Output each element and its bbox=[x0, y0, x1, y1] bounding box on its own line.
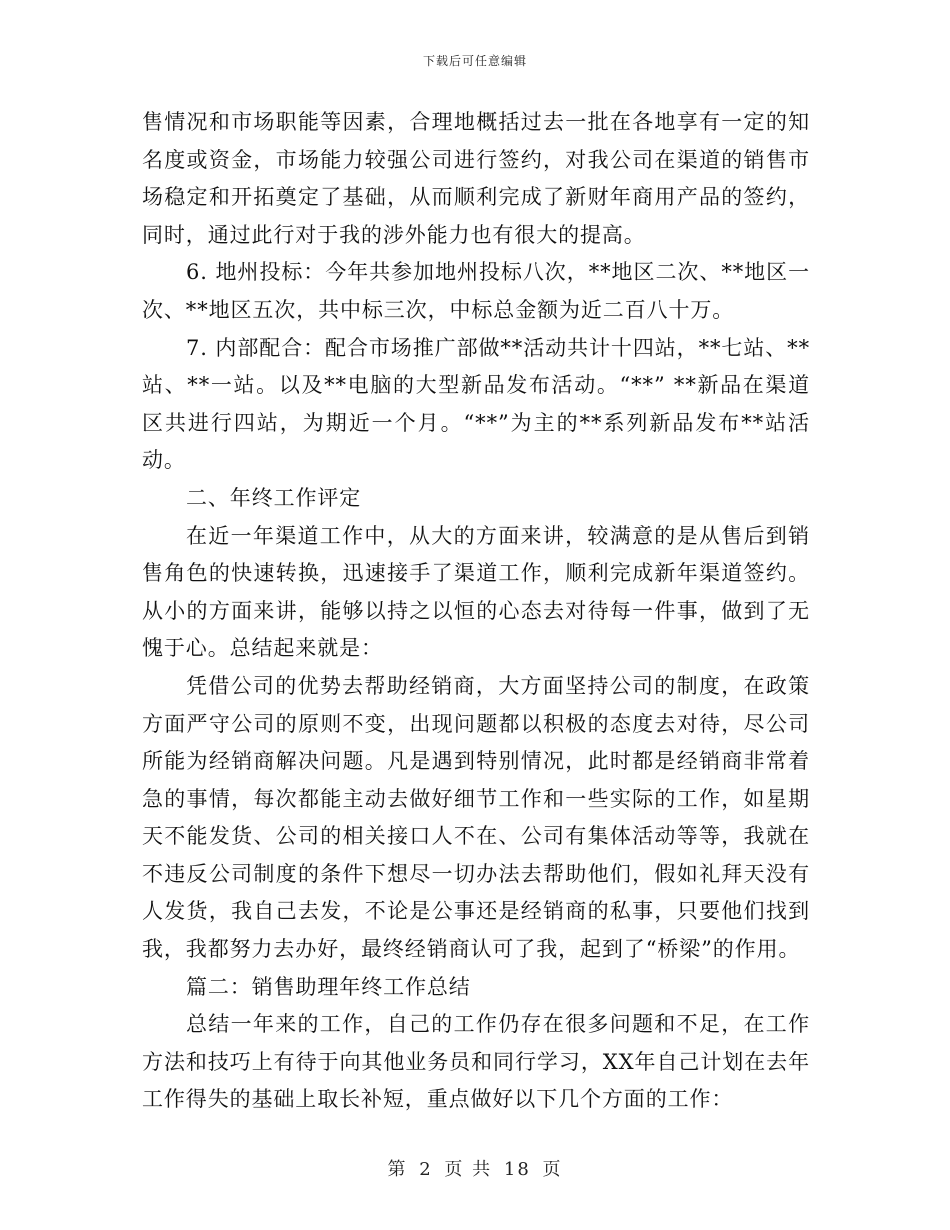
paragraph-6: 总结一年来的工作，自己的工作仍存在很多问题和不足，在工作方法和技巧上有待于向其他业务员和同行学习，XX年自己计划在去年工作得失的基础上取长补短，重点做好以下几个方面的工作： bbox=[142, 1012, 810, 1112]
paragraph-3: 7. 内部配合：配合市场推广部做**活动共计十四站，**七站、**站、**一站。以及**电脑的大型新品发布活动。“**” **新品在渠道区共进行四站，为期近一个月。“**”为主的**系列新品发布**站活动。 bbox=[142, 335, 810, 473]
section-heading-year-end-review: 二、年终工作评定 bbox=[186, 485, 362, 510]
document-body bbox=[142, 104, 810, 1119]
paragraph-5: 凭借公司的优势去帮助经销商，大方面坚持公司的制度，在政策方面严守公司的原则不变，出现问题都以积极的态度去对待，尽公司所能为经销商解决问题。凡是遇到特别情况，此时都是经销商非常着急的事情，每次都能主动去做好细节工作和一些实际的工作，如星期天不能发货、公司的相关接口人不在、公司有集体活动等等，我就在不违反公司制度的条件下想尽一切办法去帮助他们，假如礼拜天没有人发货，我自己去发，不论是公事还是经销商的私事，只要他们找到我，我都努力去办好，最终经销商认可了我，起到了“桥梁”的作用。 bbox=[142, 673, 810, 962]
header-note: 下载后可任意编辑 bbox=[422, 54, 527, 68]
page-suffix: 页 bbox=[542, 1159, 563, 1180]
page-number-footer bbox=[0, 1155, 950, 1181]
page-prefix: 第 bbox=[387, 1159, 408, 1180]
total-page-count: 18 bbox=[503, 1159, 531, 1180]
current-page-number: 2 bbox=[419, 1159, 433, 1180]
section-heading-part-two: 篇二：销售助理年终工作总结 bbox=[186, 974, 471, 999]
paragraph-2: 6. 地州投标：今年共参加地州投标八次，**地区二次、**地区一次、**地区五次，共中标三次，中标总金额为近二百八十万。 bbox=[142, 260, 810, 322]
paragraph-1: 售情况和市场职能等因素，合理地概括过去一批在各地享有一定的知名度或资金，市场能力较强公司进行签约，对我公司在渠道的销售市场稳定和开拓奠定了基础，从而顺利完成了新财年商用产品的签约，同时，通过此行对于我的涉外能力也有很大的提高。 bbox=[142, 110, 810, 247]
paragraph-4: 在近一年渠道工作中，从大的方面来讲，较满意的是从售后到销售角色的快速转换，迅速接手了渠道工作，顺利完成新年渠道签约。从小的方面来讲，能够以持之以恒的心态去对待每一件事，做到了无愧于心。总结起来就是： bbox=[142, 523, 810, 661]
page-middle: 页 共 bbox=[444, 1159, 493, 1180]
